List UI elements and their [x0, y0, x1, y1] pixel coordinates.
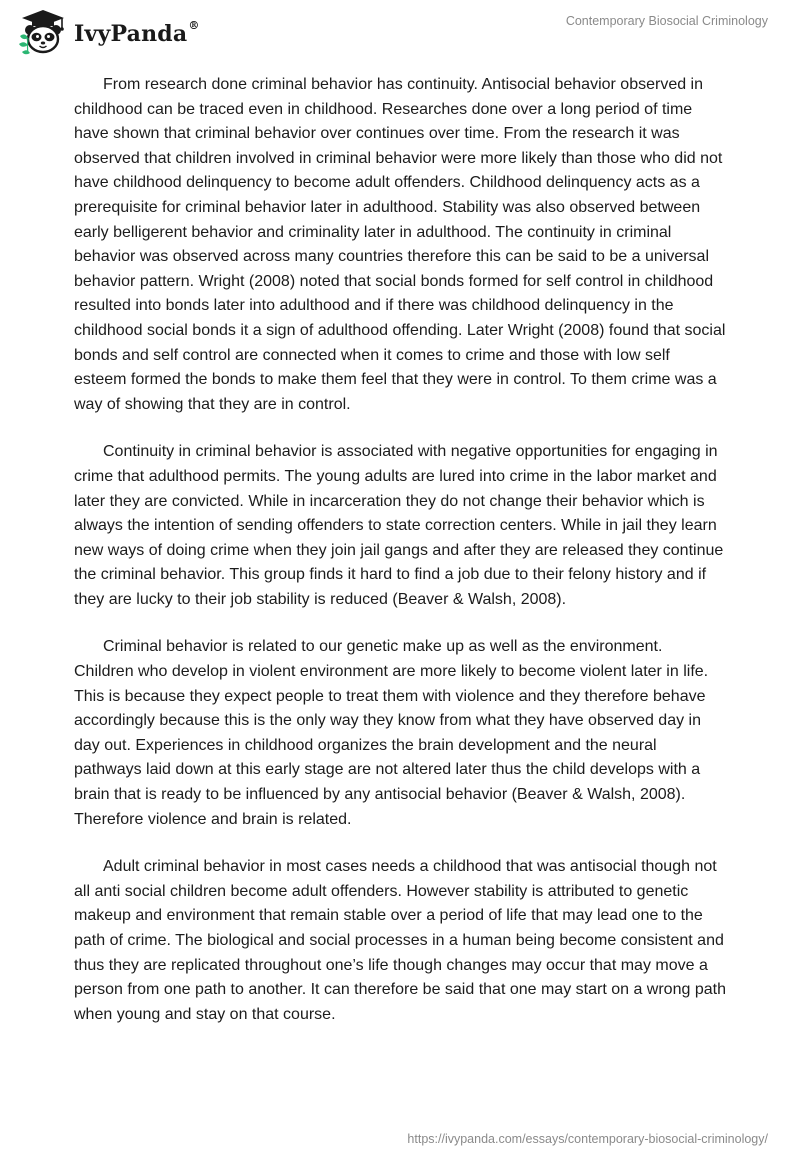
- paragraph-1: From research done criminal behavior has continuity. Antisocial behavior observed in childhood can be traced even in childhood. Researches done over a long period of time have shown that criminal behavior over continues over time. From the research it was observed that children involved in criminal behavior were more likely than those who did not have childhood delinquency to become adult offenders. Childhood delinquency acts as a prerequisite for criminal behavior later in adulthood. Stability was also observed between early belligerent behavior and criminality later in adulthood. The continuity in criminal behavior was observed across many countries therefore this can be said to be a universal behavior pattern. Wright (2008) noted that social bonds formed for self control in childhood resulted into bonds later into adulthood and if there was childhood delinquency in the childhood social bonds it a sign of adulthood offending. Later Wright (2008) found that social bonds and self control are connected when it comes to crime and those with low self esteem formed the bonds to make them feel that they were in control. To them crime was a way of showing that they are in control.: [74, 76, 726, 413]
- paragraph-3: Criminal behavior is related to our genetic make up as well as the environment. Children who develop in violent environment are more likely to become violent later in life. This is because they expect people to treat them with violence and they therefore behave accordingly because this is the only way they know from what they have observed day in day out. Experiences in childhood organizes the brain development and the neural pathways laid down at this early stage are not altered later thus the child develops with a brain that is ready to be influenced by any antisocial behavior (Beaver & Walsh, 2008). Therefore violence and brain is related.: [74, 638, 709, 828]
- brand-name-text: IvyPanda: [74, 21, 188, 47]
- ivypanda-logo[interactable]: [16, 8, 200, 56]
- document-title: Contemporary Biosocial Criminology: [565, 14, 768, 28]
- panda-graduate-icon: [16, 8, 70, 56]
- paragraph-2: Continuity in criminal behavior is associated with negative opportunities for engaging in crime that adulthood permits. The young adults are lured into crime in the labor market and later they are convicted. While in incarceration they do not change their behavior which is always the intention of sending offenders to state correction centers. While in jail they learn new ways of doing crime when they join jail gangs and after they are released they continue the criminal behavior. This group finds it hard to find a job due to their felony history and if they are lucky to their job stability is reduced (Beaver & Walsh, 2008).: [74, 443, 724, 608]
- source-url[interactable]: https://ivypanda.com/essays/contemporary-biosocial-criminology/: [407, 1132, 768, 1146]
- registered-mark: ®: [188, 18, 200, 32]
- page-header: [0, 0, 800, 60]
- brand-name: [74, 18, 200, 47]
- essay-body: [74, 73, 726, 1050]
- paragraph-4: Adult criminal behavior in most cases needs a childhood that was antisocial though not all anti social children become adult offenders. However stability is attributed to genetic makeup and environment that remain stable over a period of life that may lead one to the path of crime. The biological and social processes in a human being become consistent and thus they are replicated throughout one’s life though changes may occur that may move a person from one path to another. It can therefore be said that one may start on a wrong path when young and stay on that course.: [74, 858, 726, 1023]
